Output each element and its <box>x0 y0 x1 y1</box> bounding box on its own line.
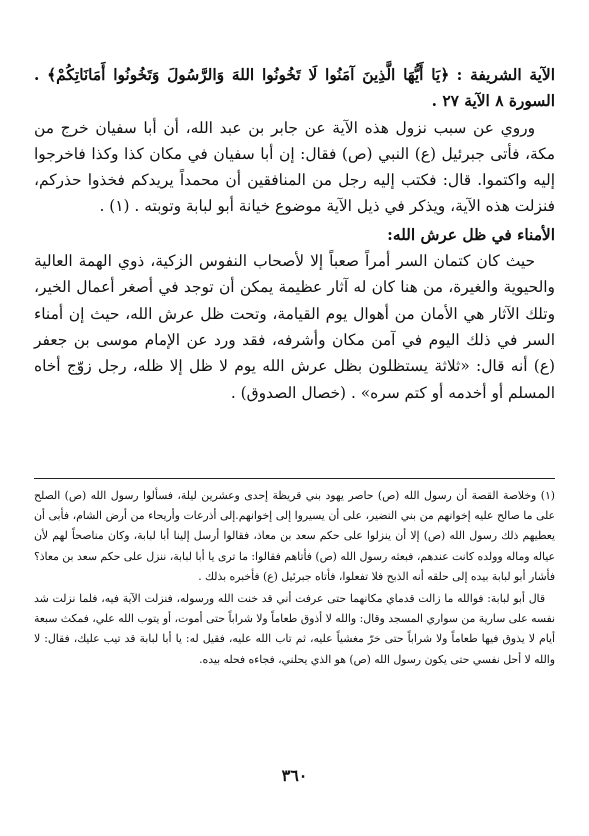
section-paragraph: حيث كان كتمان السر أمراً صعباً إلا لأصحاب النفوس الزكية، ذوي الهمة العالية والحيوية والغيرة، من هنا كان له آثار عظيمة يمكن أن توجد في أصغر أعمال الخير، وتلك الآثار هي الأمان من أهوال يوم القيامة، وتحت ظل عرش الله، حيث إن أمناء السر في ذلك اليوم في آمن مكان وأشرفه، فقد ورد عن الإمام موسى بن جعفر (ع) أنه قال: «ثلاثة يستظلون بظل عرش الله يوم لا ظل إلا ظله، رجل زوّج أخاه المسلم أو أخدمه أو كتم سره» . (خصال الصدوق) . <box>34 252 555 402</box>
footnote-continuation: قال أبو لبابة: فوالله ما زالت قدماي مكانهما حتى عرفت أني قد خنت الله ورسوله، فنزلت الآية فيه، فلما نزلت شد نفسه على سارية من سواري المسجد وقال: والله لا أذوق طعاماً ولا شراباً حتى أموت، أو يتوب الله علي، فمكث سبعة أيام لا يذوق فيها طعاماً ولا شراباً حتى خرّ مغشياً عليه، ثم تاب الله عليه، فقيل له: يا أبا لبابة قد تيب عليك، فقال: لا والله لا أحل نفسي حتى يكون رسول الله (ص) هو الذي يحلني، فجاءه فحله بيده. <box>34 592 555 666</box>
verse-label: الآية الشريفة : <box>456 66 555 84</box>
verse-block <box>34 62 555 115</box>
quran-verse: ﴿يَا أَيُّهَا الَّذِينَ آمَنُوا لَا تَخُونُوا اللهَ وَالرَّسُولَ وَتَخُونُوا أَمَانَاتِكُمْ﴾ . <box>34 66 450 84</box>
section-heading: الأمناء في ظل عرش الله: <box>387 225 555 244</box>
footnotes <box>34 486 555 670</box>
footnote-1: (١) وخلاصة القصة أن رسول الله (ص) حاصر يهود بني قريظة إحدى وعشرين ليلة، فسألوا رسول الله (ص) الصلح على ما صالح عليه إخوانهم من بني النضير، على أن يسيروا إلى إخوانهم.إلى أذرعات وأريحاء من أرض الشام، فأبى أن يعطيهم ذلك رسول الله (ص) إلا أن ينزلوا على حكم سعد بن معاذ، فقالوا أرسل إلينا أبا لبابة، وكان مناصحاً لهم لأن عياله وماله وولده كانت عندهم، فبعثه رسول الله (ص) فأتاهم فقالوا: ما ترى يا أبا لبابة، ننزل على حكم سعد بن معاذ؟ فأشار أبو لبابة بيده إلى حلقه أنه الذبح فلا تفعلوا، فأتاه جبرئيل (ع) فأخبره بذلك . <box>34 489 555 583</box>
main-text <box>34 62 555 406</box>
page-number: ٣٦٠ <box>281 766 308 785</box>
verse-reference: السورة ٨ الآية ٢٧ . <box>431 92 555 111</box>
narration-paragraph: وروي عن سبب نزول هذه الآية عن جابر بن عبد الله، أن أبا سفيان خرج من مكة، فأتى جبرئيل (ع) النبي (ص) فقال: إن أبا سفيان في مكان كذا وكذا فاخرجوا إليه واكتموا. قال: فكتب إليه رجل من المنافقين أن محمداً يريدكم فخذوا حذركم، فنزلت هذه الآية، ويذكر في ذيل الآية موضوع خيانة أبو لبابة وتوبته . (١) . <box>34 118 555 216</box>
footnote-divider <box>34 478 555 479</box>
